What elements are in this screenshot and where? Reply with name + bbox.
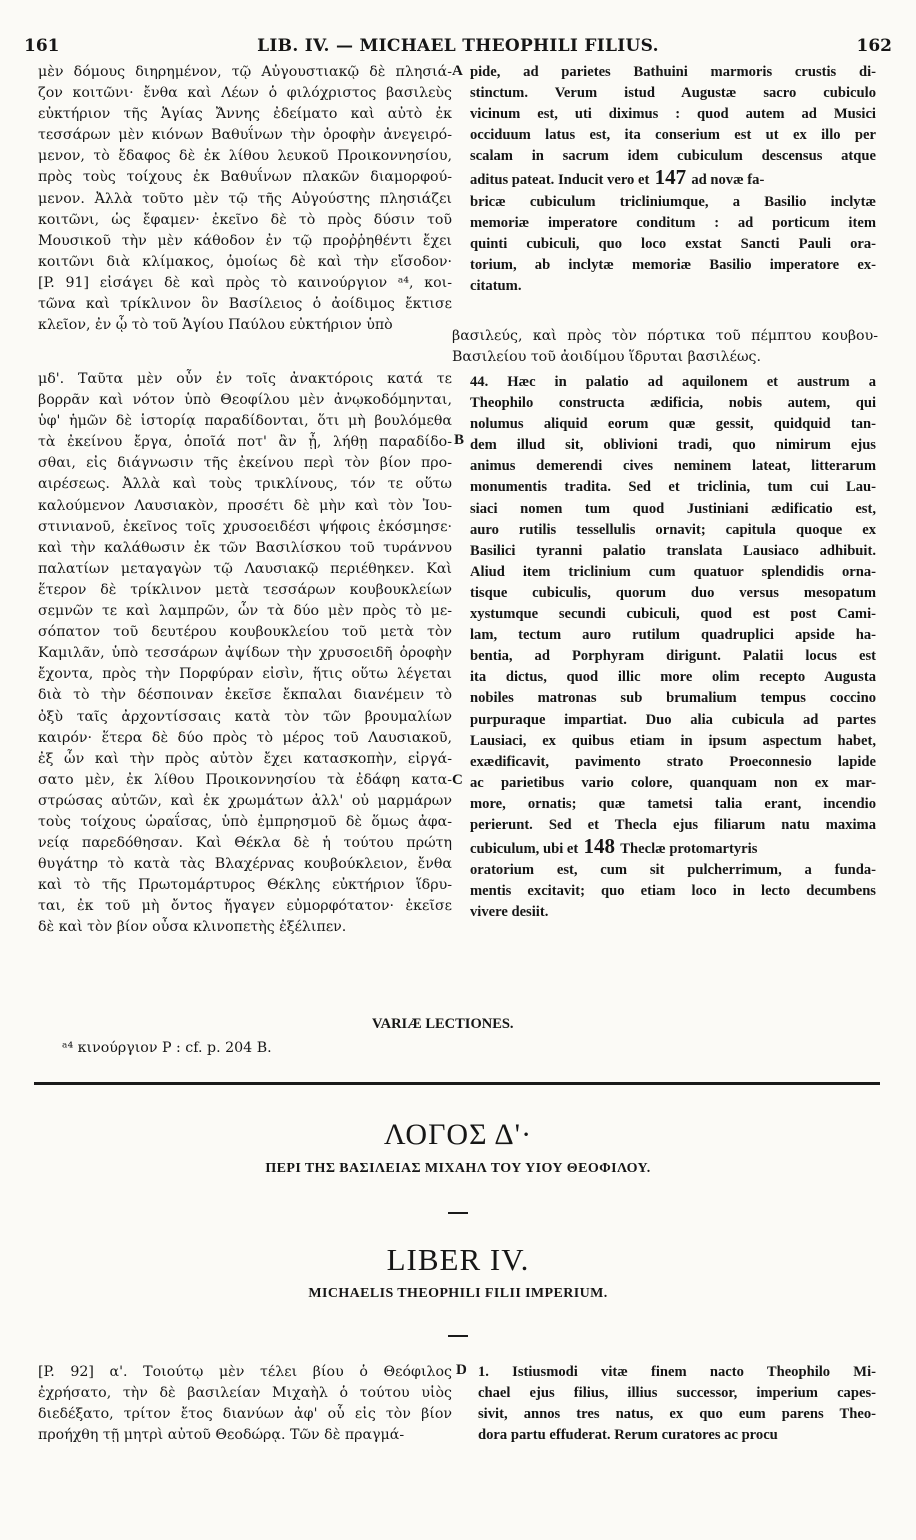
text-line: τεσσάρων μὲν κιόνων Βαθυΐνων τὴν ὀροφὴν ἀνεγειρό- (38, 127, 452, 144)
text-line: τὰ ἐκείνου ἔργα, ὁποῖά ποτ' ἂν ᾖ, λήθῃ παραδίδο- (38, 434, 452, 451)
text-line: στρώσας αὐτῶν, καὶ ἐκ χρωμάτων ἀλλ' οὐ μαρμάρων (38, 792, 452, 809)
running-title: LIB. IV. — MICHAEL THEOPHILI FILIUS. (257, 36, 659, 56)
text-line: vicinum est, uti diximus : quod autem ad Musici (470, 106, 876, 123)
text-line: ὑφ' ἡμῶν δὲ ἱστορίᾳ παραδίδονται, ὅτι μὴ βουλόμεθα (38, 413, 452, 430)
text-line: memoriæ imperatore conditum : ad porticum item (470, 214, 876, 231)
page-number-right: 162 (856, 36, 892, 56)
text-line: dora partu effuderat. Rerum curatores ac procu (478, 1427, 778, 1444)
section-rule (34, 1082, 880, 1085)
text-line: siaci nomen tum quod Justiniani ædificatio est, (470, 500, 876, 517)
title-dash-1 (448, 1212, 468, 1214)
page-number-left: 161 (24, 36, 60, 56)
text-line: δὲ καὶ τὸν βίον οὖσα κλινοπετὴς ἐξέλιπεν. (38, 919, 347, 936)
text-line: Lausiaci, ex quibus etiam in ipsum aspectum habet, (470, 732, 876, 749)
text-line: νείᾳ παρεδόθησαν. Καὶ Θέκλα δὲ ἡ τούτου πρώτη (38, 835, 452, 852)
text-line: animus demerendi cives neminem lateat, litterarum (470, 458, 876, 475)
text-line: βασιλεύς, καὶ πρὸς τὸν πόρτικα τοῦ πέμπτου κουβου- (452, 328, 878, 344)
text-line: stinctum. Verum istud Augustæ sacro cubiculo (470, 85, 876, 102)
text-line: 1. Istiusmodi vitæ finem nacto Theophilo Mi- (478, 1364, 876, 1380)
greek-column-bottom (38, 1362, 452, 1446)
text-line: ἐχρήσατο, τὴν δὲ βασιλείαν Μιχαὴλ ὁ τούτου υἱὸς (38, 1385, 452, 1402)
text-line-head: aditus pateat. Inducit vero et (470, 172, 650, 189)
text-line: Aliud item triclinium cum quatuor splendidis orna- (470, 563, 876, 580)
text-line: scalam in sacrum idem cubiculum descensus atque (470, 148, 876, 165)
text-line: διὰ τὸ τὴν δέσποιναν ἐκεῖσε ἔκπαλαι διανέμειν τὸ (38, 687, 452, 704)
text-line: Basilici tyranni palatio translata Lausiaco adhibuit. (470, 542, 876, 559)
text-line: nobiles matronas sub brumalium tempus coccino (470, 690, 876, 707)
text-line: occiduum latus est, ita conserium est ut ex illo per (470, 127, 876, 144)
text-line: bentia, ad Porphyram dirigunt. Palatii locus est (470, 648, 876, 665)
text-line: προήχθη τῇ μητρὶ αὐτοῦ Θεοδώρᾳ. Τῶν δὲ πραγμά- (38, 1427, 405, 1444)
margin-letter-c: C (452, 772, 463, 788)
margin-letter-d: D (456, 1362, 467, 1378)
text-line: καλούμενον Λαυσιακὸν, προσέτι δὲ μὴν καὶ τὸν Ἰου- (38, 497, 452, 514)
text-line: τοὺς τοίχους ὡραΐσας, ὑπὸ ἐμπρησμοῦ δὲ ὅμως ἀφα- (38, 813, 452, 830)
inline-number: 148 (578, 836, 621, 859)
text-line: Καμιλᾶν, ὑπὸ τεσσάρων ἀψίδων τὴν χρυσοειδῆ ὀροφὴν (38, 645, 452, 662)
text-line: exædificavit, pavimento strato Proeconnesio lapide (470, 753, 876, 770)
text-line: ται, ἐκ τοῦ μὴ ὄντος ἤγαγεν εὐμορφότατον· ἐκεῖσε (38, 898, 452, 915)
text-line: μδ'. Ταῦτα μὲν οὖν ἐν τοῖς ἀνακτόροις κατά τε (38, 371, 452, 387)
text-line: κλεῖον, ἐν ᾧ τὸ τοῦ Ἁγίου Παύλου εὐκτήριον ὑπὸ (38, 317, 393, 334)
greek-book-title: ΛΟΓΟΣ Δ'· (383, 1118, 533, 1151)
text-line: [P. 91] εἰσάγει δὲ καὶ πρὸς τὸ καινούργιον ᵃ⁴, κοι- (38, 274, 452, 291)
text-line: nolumus aliquid eorum quæ gessit, quidquid tan- (470, 416, 876, 433)
variae-lectiones-heading: VARIÆ LECTIONES. (372, 1016, 514, 1032)
text-line: τῶνα καὶ τρίκλινον ὃν Βασίλειος ὁ ἀοίδιμος ἔκτισε (38, 296, 452, 313)
text-line: Theophilo constructa ædificia, nobis autem, qui (470, 395, 876, 412)
text-line: more, ornatis; quæ tametsi talia erant, incendio (470, 795, 876, 812)
text-line: citatum. (470, 277, 522, 294)
text-line: monumentis tradita. Sed et triclinia, tum cui Lau- (470, 479, 876, 496)
text-line: σθαι, εἰς διάγνωσιν τῆς ἐκείνου περὶ τὸν βίον προ- (38, 455, 452, 472)
text-line: chael ejus filius, illius successor, imperium capes- (478, 1385, 876, 1402)
text-line: μενον, τὸ ἔδαφος δὲ ἐκ λίθου λευκοῦ Προικοννησίου, (38, 148, 452, 165)
latin-column-bottom (478, 1362, 876, 1446)
text-line: vivere desiit. (470, 904, 549, 921)
margin-letter-b: B (454, 432, 465, 448)
text-line: ὀξὺ ταῖς ἀρχοντίσσαις κατὰ τὸν τῶν βρουμαλίων (38, 708, 452, 725)
text-line: καὶ τὴν καλάθωσιν ἐκ τῶν Βασιλίσκου τοῦ τυράννου (38, 539, 452, 556)
text-line: quinti cubiculi, quo loco exstat Sancti Pauli ora- (470, 235, 876, 252)
running-header (24, 36, 892, 58)
title-dash-2 (448, 1335, 468, 1337)
text-line: ἕτερον δὲ τρίκλινον μετὰ τεσσάρων κουβουκλείων (38, 581, 452, 598)
text-line: διεδέξατο, τρίτον ἔτος διανύων ἀφ' οὗ εἰς τὸν βίον (38, 1406, 452, 1423)
text-line: lam, tectum auro rutilum quadruplici apside ha- (470, 627, 876, 644)
text-line: ζον κοιτῶνι· ἔνθα καὶ Λέων ὁ φιλόχριστος βασιλεὺς (38, 85, 452, 102)
text-line: βορρᾶν καὶ νότον ὑπὸ Θεοφίλου μὲν ἀνῳκοδόμηνται, (38, 392, 452, 409)
text-line-head: cubiculum, ubi et (470, 841, 579, 858)
text-line: ἐξ ὧν καὶ τὴν πρὸς αὐτὸν ἔχει κατασκοπὴν, εἰργά- (38, 750, 452, 767)
text-line: αιρέσεως. Ἀλλὰ καὶ τοὺς τρικλίνους, τόν τε οὕτω (38, 476, 452, 493)
footnote: ᵃ⁴ κινούργιον P : cf. p. 204 B. (62, 1040, 272, 1056)
text-line: στινιανοῦ, ἐκεῖνος τοῖς χρυσοειδέσι ψήφοις ἐκόσμησε· (38, 518, 452, 535)
latin-book-subtitle: MICHAELIS THEOPHILI FILII IMPERIUM. (308, 1286, 608, 1301)
text-line (470, 167, 876, 191)
text-line: dem illud sit, oblivioni tradi, quo nimirum ejus (470, 437, 876, 454)
text-line: ita dictus, quod illic more olim recepto Augusta (470, 669, 876, 686)
text-line: θυγάτηρ τὸ κατὰ τὰς Βλαχέρνας κουβούκλειον, ἔνθα (38, 856, 452, 873)
latin-book-title: LIBER IV. (386, 1242, 530, 1277)
text-line-tail: ad novæ fa- (691, 172, 765, 189)
text-line: ac parietibus vario colore, quanquam non ex mar- (470, 774, 876, 791)
text-line: κοιτῶνι διὰ κλίμακος, ὁμοίως δὲ καὶ τὴν εἴσοδον· (38, 253, 452, 270)
text-line: σεμνῶν τε καὶ λαμπρῶν, ὧν τὰ δύο μὲν πρὸς τὸ με- (38, 603, 452, 620)
text-line: εὐκτήριον τῆς Ἁγίας Ἄννης ἐδείματο καὶ αὐτὸ ἐκ (38, 106, 452, 123)
text-line: μὲν δόμους διηρημένον, τῷ Αὐγουστιακῷ δὲ πλησιά- (38, 64, 452, 80)
text-line: torium, ab inclytæ memoriæ Basilio imperatore ex- (470, 256, 876, 273)
text-line: [P. 92] α'. Τοιούτῳ μὲν τέλει βίου ὁ Θεόφιλος (38, 1364, 452, 1380)
text-line: auro rutilis tessellulis ornavit; capitula quoque ex (470, 521, 876, 538)
text-line: pide, ad parietes Bathuini marmoris crustis di- (470, 64, 876, 80)
text-line: mentis excitavit; quo etiam loco in lecto decumbens (470, 883, 876, 900)
text-line-tail: Theclæ protomartyris (620, 841, 758, 858)
text-line: καιρόν· ἕτερα δὲ δύο πρὸς τὸ μέρος τοῦ Λαυσιακοῦ, (38, 729, 452, 746)
text-line: παλατίων μεταγαγὼν τῷ Λαυσιακῷ περιέθηκεν. Καὶ (38, 560, 452, 577)
text-line: xystumque secundi cubiculi, quod est post Cami- (470, 606, 876, 623)
text-line: Μουσικοῦ τὴν μὲν κάθοδον ἐν τῷ προῤῥηθέντι ἔχει (38, 232, 452, 249)
text-line: καὶ τὸ τῆς Πρωτομάρτυρος Θέκλης εὐκτήριον ἵδρυ- (38, 877, 452, 894)
text-line: σόπατον τοῦ δευτέρου κουβουκλείου τοῦ μετὰ τὸν (38, 624, 452, 641)
text-line: tisque cubiculis, quorum duo versus mesopatum (470, 584, 876, 601)
text-line: purpuraque impartiat. Duo alia cubicula ad partes (470, 711, 876, 728)
greek-book-subtitle: ΠΕΡΙ ΤΗΣ ΒΑΣΙΛΕΙΑΣ ΜΙΧΑΗΛ ΤΟΥ ΥΙΟΥ ΘΕΟΦΙΛΟΥ. (265, 1161, 651, 1176)
text-line: sivit, annos tres natus, ex quo eum parens Theo- (478, 1406, 876, 1423)
latin-column-mid (470, 372, 876, 923)
text-line: Βασιλείου τοῦ ἀοιδίμου ἵδρυται βασιλέως. (452, 349, 762, 366)
text-line (470, 836, 876, 860)
text-line: 44. Hæc in palatio ad aquilonem et austrum a (470, 374, 876, 390)
latin-column-top (470, 62, 876, 297)
text-line: κοιτῶνι, ὡς ἔφαμεν· ἐκεῖνο δὲ τὸ πρὸς δύσιν τοῦ (38, 211, 452, 228)
text-line: bricæ cubiculum tricliniumque, a Basilio inclytæ (470, 193, 876, 210)
inline-number: 147 (649, 167, 692, 190)
margin-letter-a: A (452, 63, 463, 79)
text-line: μενον. Ἀλλὰ τοῦτο μὲν τῷ τῆς Αὐγούστης πλησιάζει (38, 190, 452, 207)
text-line: ἔχοντα, πρὸς τὴν Πορφύραν εἰσὶν, ἥτις οὕτω λέγεται (38, 666, 452, 683)
greek-span-right (452, 326, 878, 368)
text-line: perierunt. Sed et Thecla ejus filiarum natu maxima (470, 816, 876, 833)
greek-column-top (38, 62, 452, 336)
text-line: πρὸς τοὺς τοίχους ἐκ Βαθυΐνων πλακῶν διαμορφού- (38, 169, 452, 186)
text-line: σατο μὲν, ἐκ λίθου Προικοννησίου τὰ ἐδάφη κατα- (38, 771, 452, 788)
text-line: oratorium est, cum sit pulcherrimum, a funda- (470, 862, 876, 879)
greek-column-mid (38, 369, 452, 939)
